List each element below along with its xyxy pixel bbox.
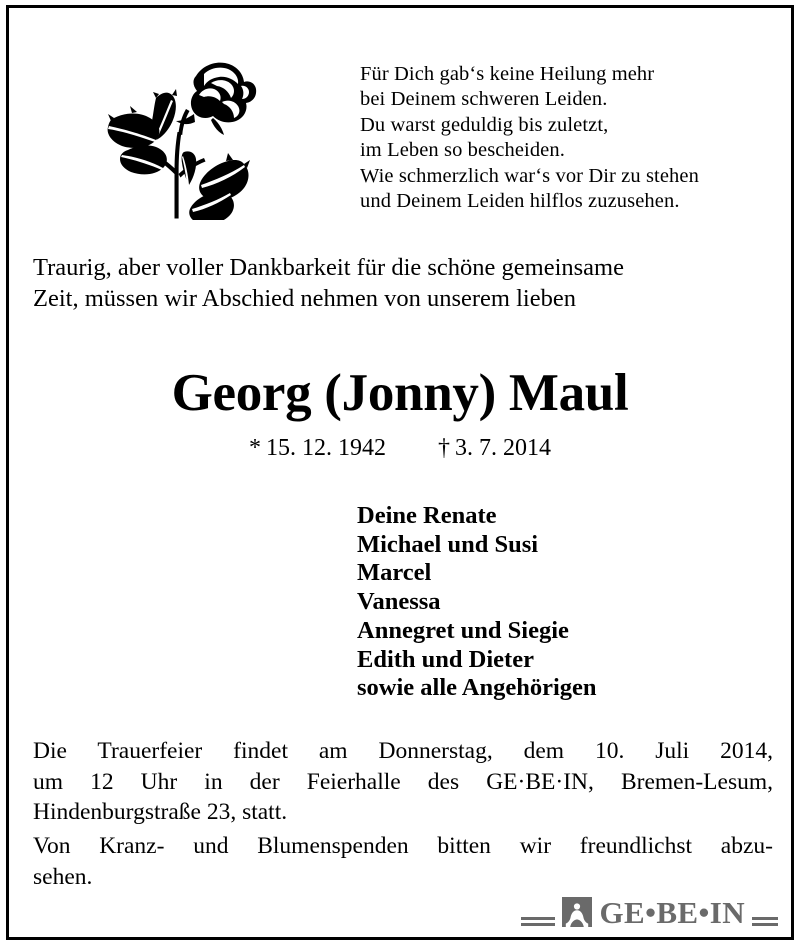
intro-line: Traurig, aber voller Dankbarkeit für die schöne gemeinsame [33, 254, 624, 281]
gebein-logo [521, 890, 778, 934]
rose-silhouette-icon [98, 52, 258, 220]
poem-line: Du warst geduldig bis zuletzt, [360, 113, 609, 136]
header-band [0, 0, 800, 236]
gebein-arch-mark-icon [562, 897, 592, 927]
logo-rule-line [521, 917, 555, 920]
mourner-line: sowie alle Angehörigen [357, 674, 597, 702]
service-line: Die Trauerfeier findet am Donnerstag, dem 10. Juli 2014, [33, 738, 773, 764]
mourner-line: Deine Renate [357, 502, 497, 529]
memorial-poem [360, 62, 780, 214]
mourner-line: Annegret und Siegie [357, 616, 569, 644]
footer [0, 888, 800, 934]
poem-line: bei Deinem schweren Leiden. [360, 88, 608, 111]
mourner-line: Marcel [357, 559, 432, 587]
cross-symbol-icon: † [438, 435, 450, 461]
intro-line: Zeit, müssen wir Abschied nehmen von unserem lieben [33, 285, 576, 312]
mourners-list [357, 502, 777, 703]
birth-symbol-icon: * [249, 435, 261, 461]
service-line: Hindenburgstraße 23, statt. [33, 799, 288, 825]
flowers-line: Von Kranz- und Blumenspenden bitten wir freundlichst abzu- [33, 833, 773, 859]
logo-rule-left [521, 896, 555, 929]
logo-rule-line [752, 923, 778, 926]
birth-date [249, 435, 386, 461]
poem-line: Wie schmerzlich war‘s vor Dir zu stehen [360, 164, 699, 187]
poem-line: Für Dich gab‘s keine Heilung mehr [360, 63, 655, 85]
death-date [438, 435, 551, 461]
gebein-logo-text: GE•BE•IN [599, 894, 745, 930]
intro-text [33, 252, 771, 314]
logo-rule-line [752, 917, 778, 920]
mourner-line: Edith und Dieter [357, 645, 534, 673]
life-dates [0, 433, 800, 463]
mourner-line: Vanessa [357, 588, 441, 616]
logo-rule-line [521, 923, 555, 926]
birth-date-value: 15. 12. 1942 [266, 435, 386, 461]
service-line: um 12 Uhr in der Feierhalle des GE·BE·IN, Bremen-Lesum, [33, 768, 773, 795]
flowers-line: sehen. [33, 863, 93, 890]
flowers-note [33, 831, 773, 892]
death-date-value: 3. 7. 2014 [455, 435, 551, 461]
poem-line: im Leben so bescheiden. [360, 139, 565, 162]
deceased-name: Georg (Jonny) Maul [171, 364, 629, 422]
poem-line: und Deinem Leiden hilflos zuzusehen. [360, 190, 680, 213]
mourner-line: Michael und Susi [357, 530, 539, 558]
logo-rule-right [752, 896, 778, 929]
service-details [33, 736, 773, 828]
